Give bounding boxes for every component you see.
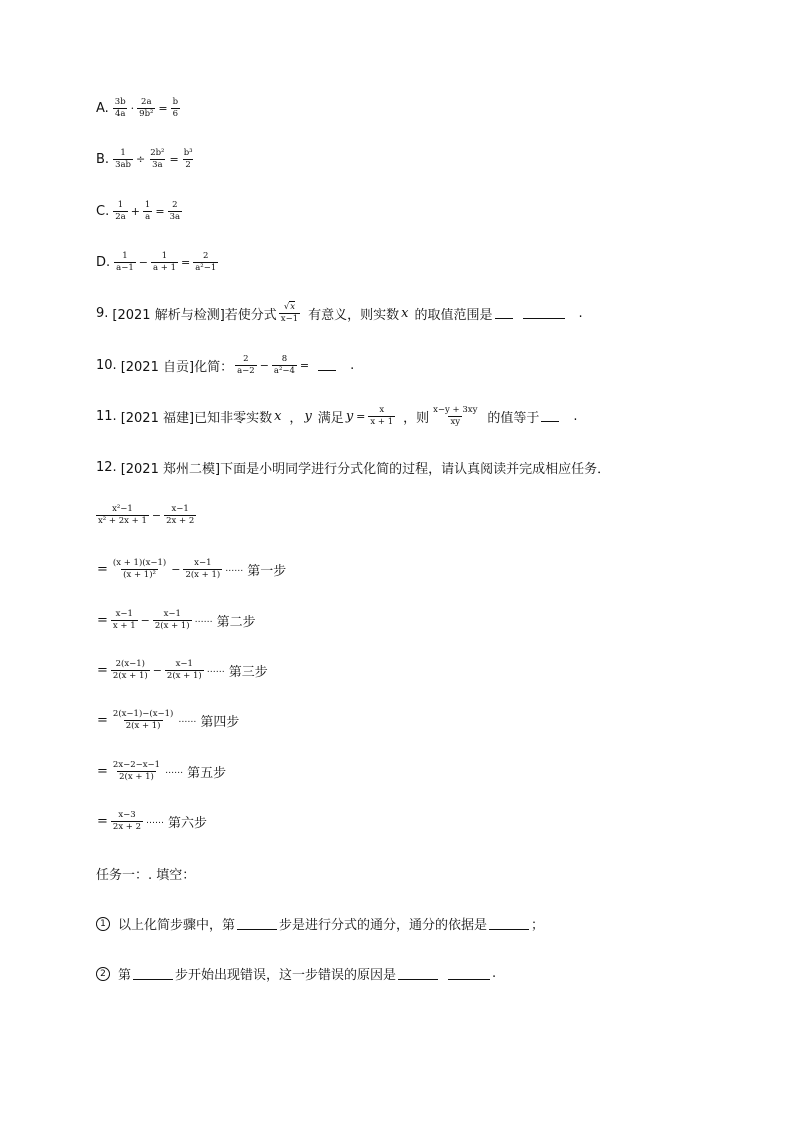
answer-blank[interactable]: [489, 918, 529, 930]
circled-two-icon: 2: [96, 967, 110, 981]
question-number: 12.: [96, 460, 117, 475]
fraction: [272, 355, 297, 375]
question-11: [96, 406, 578, 426]
question-text: 满足: [317, 410, 344, 426]
numerator: 2(x−1): [115, 659, 145, 669]
numerator: b³: [183, 148, 193, 158]
equals: =: [97, 662, 108, 678]
denominator: x−1: [280, 313, 299, 324]
denominator: (x + 1)²: [123, 569, 156, 580]
denominator: 2(x + 1): [119, 771, 154, 782]
numerator: 2b²: [150, 148, 165, 158]
denominator: a + 1: [152, 262, 176, 273]
fraction: [111, 710, 175, 730]
ellipsis: ……: [178, 715, 197, 725]
step-label: 第五步: [187, 765, 227, 781]
numerator: 1: [161, 251, 168, 261]
variable: x: [401, 305, 409, 321]
denominator: a²−1: [195, 262, 217, 273]
fraction: [171, 98, 180, 118]
ellipsis: ……: [165, 766, 184, 776]
variable: y: [345, 408, 354, 424]
variable: y: [304, 408, 312, 424]
equals: =: [181, 255, 191, 269]
question-number: 11.: [96, 408, 117, 424]
denominator: 2(x + 1): [154, 620, 190, 631]
task-text: 步是进行分式的通分，通分的依据是: [279, 918, 488, 933]
variable: x: [274, 408, 282, 424]
task-text: 步开始出现错误，这一步错误的原因是: [175, 968, 397, 983]
fraction: [148, 149, 166, 169]
fraction: [183, 559, 222, 579]
fraction: [368, 406, 395, 426]
numerator: 1: [117, 200, 124, 210]
equals: =: [155, 204, 165, 218]
fraction: [279, 303, 300, 323]
step-1: [96, 559, 286, 579]
option-a: [96, 98, 182, 118]
question-number: 10.: [96, 357, 117, 373]
denominator: 3a: [169, 211, 181, 222]
numerator: x−y + 3xy: [433, 405, 478, 415]
denominator: x + 1: [112, 620, 136, 631]
task-title-text: 任务一：. 填空：: [96, 868, 196, 883]
question-text: 的值等于: [487, 410, 540, 426]
denominator: 2: [185, 159, 191, 170]
step-6: [96, 811, 207, 831]
question-number: 9.: [96, 305, 109, 321]
option-letter: B.: [96, 151, 110, 167]
step-3: [96, 660, 268, 680]
question-source: [2021 福建]: [120, 410, 195, 426]
numerator: x: [379, 405, 385, 415]
operator: −: [151, 508, 162, 522]
fraction: [182, 149, 195, 169]
option-d: [96, 252, 220, 272]
step-label: 第三步: [228, 664, 268, 680]
option-letter: C.: [96, 203, 110, 219]
fraction: [96, 505, 149, 525]
denominator: 6: [172, 108, 179, 119]
equals: =: [169, 152, 179, 166]
task-text: 以上化简步骤中，第: [118, 918, 236, 933]
equals: =: [97, 712, 108, 728]
numerator: x−1: [175, 659, 193, 669]
fraction: [113, 201, 127, 221]
operator: ÷: [135, 152, 146, 166]
question-12: [96, 458, 610, 477]
numerator: 2: [243, 354, 249, 364]
task-text: 第: [118, 968, 132, 983]
period: .: [350, 357, 355, 373]
fraction: [111, 761, 162, 781]
task-text: ；: [531, 918, 545, 933]
denominator: 3ab: [115, 159, 131, 170]
step-label: 第一步: [247, 563, 287, 579]
fraction: [193, 252, 218, 272]
fraction: [111, 559, 168, 579]
option-c: [96, 201, 184, 221]
answer-blank[interactable]: [495, 307, 513, 319]
question-source: [2021 解析与检测]: [112, 307, 225, 323]
answer-blank[interactable]: [541, 410, 559, 422]
answer-blank[interactable]: [523, 307, 565, 319]
numerator: 1: [122, 251, 128, 261]
operator: −: [138, 255, 148, 269]
fraction: [431, 406, 479, 426]
denominator: 2(x + 1): [112, 670, 148, 681]
numerator: 3b: [114, 97, 126, 107]
option-letter: D.: [96, 254, 111, 270]
separator: ，: [289, 410, 303, 426]
task-item-2: [96, 964, 496, 983]
denominator: a: [145, 211, 151, 222]
original-expression: [96, 505, 198, 525]
numerator: x−1: [115, 609, 133, 619]
denominator: 2a: [115, 211, 126, 222]
fraction: [151, 252, 178, 272]
question-source: [2021 郑州二模]: [120, 462, 221, 477]
denominator: x + 1: [370, 416, 394, 427]
question-text: 若使分式: [224, 307, 277, 323]
question-text: 化简：: [194, 359, 234, 375]
task-item-1: [96, 914, 544, 933]
operator: ·: [130, 101, 135, 115]
fraction: [113, 98, 128, 118]
denominator: 2(x + 1): [166, 670, 202, 681]
answer-blank[interactable]: [237, 918, 277, 930]
numerator: 2a: [141, 97, 152, 107]
step-label: 第六步: [168, 815, 208, 831]
numerator: b: [172, 97, 179, 107]
step-label: 第二步: [216, 614, 256, 630]
fraction: [111, 811, 143, 831]
numerator: (x + 1)(x−1): [112, 558, 167, 568]
question-10: [96, 355, 354, 375]
period: .: [578, 305, 583, 321]
numerator: 2(x−1)−(x−1): [112, 709, 174, 719]
option-letter: A.: [96, 100, 109, 116]
equals: =: [97, 813, 108, 829]
numerator: x²−1: [112, 504, 133, 514]
period: .: [573, 408, 578, 424]
denominator: a²−4: [273, 365, 295, 376]
numerator: √x: [283, 302, 296, 312]
circled-one-icon: 1: [96, 917, 110, 931]
denominator: 2(x + 1): [185, 569, 221, 580]
fraction: [164, 505, 196, 525]
denominator: 2(x + 1): [125, 720, 161, 731]
fraction: [143, 201, 152, 221]
step-2: [96, 610, 256, 630]
denominator: 9b²: [139, 108, 154, 119]
operator: −: [259, 358, 269, 372]
question-text: 已知非零实数: [194, 410, 273, 426]
denominator: 2x + 2: [112, 821, 142, 832]
denominator: a−1: [116, 262, 134, 273]
operator: −: [171, 562, 181, 576]
equals: =: [158, 101, 168, 115]
denominator: xy: [450, 416, 461, 427]
ellipsis: ……: [225, 564, 244, 574]
denominator: x² + 2x + 1: [98, 515, 147, 526]
option-b: [96, 149, 197, 169]
fraction: [113, 149, 133, 169]
step-4: [96, 710, 239, 730]
fraction: [235, 355, 257, 375]
denominator: 2x + 2: [166, 515, 195, 526]
period: .: [492, 966, 497, 981]
numerator: 2: [203, 251, 209, 261]
fraction: [114, 252, 136, 272]
operator: −: [140, 613, 150, 627]
fraction: [165, 660, 204, 680]
numerator: 1: [144, 200, 151, 210]
numerator: x−1: [194, 558, 212, 568]
denominator: 4a: [114, 108, 126, 119]
equals: =: [97, 561, 108, 577]
answer-blank[interactable]: [318, 359, 336, 371]
answer-blank[interactable]: [448, 968, 490, 980]
operator: +: [130, 204, 140, 218]
numerator: 1: [120, 148, 126, 158]
ellipsis: ……: [206, 665, 225, 675]
question-text: 的取值范围是: [414, 307, 493, 323]
question-source: [2021 自贡]: [120, 359, 195, 375]
denominator: a−2: [237, 365, 255, 376]
fraction: [153, 610, 192, 630]
answer-blank[interactable]: [133, 968, 173, 980]
fraction: [168, 201, 182, 221]
fraction: [111, 660, 150, 680]
ellipsis: ……: [194, 615, 213, 625]
step-label: 第四步: [200, 714, 240, 730]
operator: −: [152, 663, 162, 677]
ellipsis: ……: [146, 816, 165, 826]
question-text: ，则: [403, 410, 430, 426]
numerator: x−1: [163, 609, 181, 619]
question-9: [96, 303, 583, 323]
equals: =: [97, 612, 108, 628]
fraction: [111, 610, 138, 630]
numerator: 8: [281, 354, 288, 364]
numerator: x−1: [171, 504, 189, 514]
answer-blank[interactable]: [398, 968, 438, 980]
equals: =: [356, 409, 366, 423]
equals: =: [299, 358, 310, 372]
question-text: 下面是小明同学进行分式化简的过程，请认真阅读并完成相应任务．: [220, 462, 611, 477]
numerator: 2: [172, 200, 178, 210]
denominator: 3a: [152, 159, 163, 170]
numerator: x−3: [118, 810, 136, 820]
question-text: 有意义，则实数: [308, 307, 400, 323]
equals: =: [97, 763, 108, 779]
numerator: 2x−2−x−1: [112, 760, 161, 770]
fraction: [137, 98, 155, 118]
task-title: [96, 864, 195, 883]
step-5: [96, 761, 226, 781]
